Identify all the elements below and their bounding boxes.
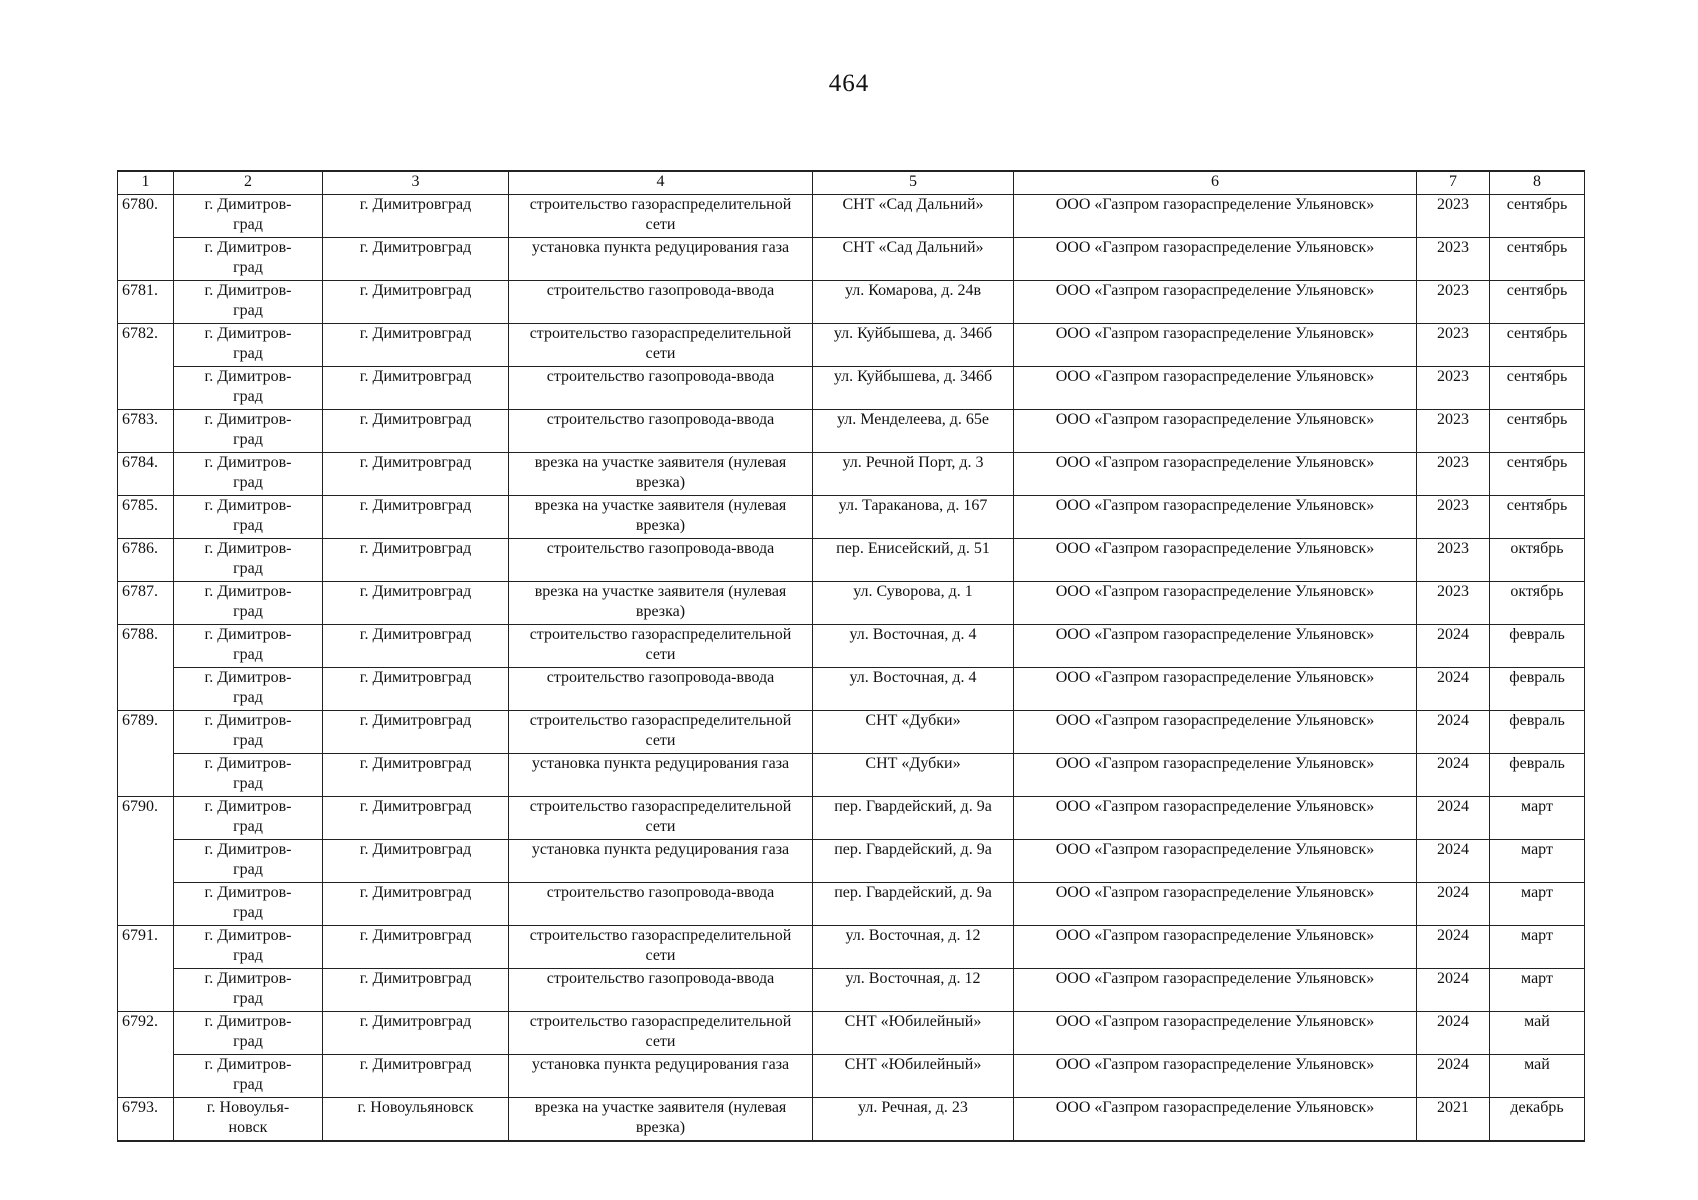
district-cell: [174, 539, 323, 582]
month-cell: март: [1490, 840, 1585, 883]
work-type-cell: строительство газораспределительной сети: [509, 926, 813, 969]
settlement-cell: г. Димитровград: [323, 754, 509, 797]
organization-cell: ООО «Газпром газораспределение Ульяновск»: [1014, 840, 1417, 883]
district-line: град: [233, 732, 263, 749]
year-cell: 2023: [1417, 496, 1490, 539]
organization-cell: ООО «Газпром газораспределение Ульяновск»: [1014, 926, 1417, 969]
month-cell: сентябрь: [1490, 281, 1585, 324]
settlement-cell: г. Димитровград: [323, 969, 509, 1012]
district-line: г. Димитров-: [204, 239, 292, 256]
settlement-cell: г. Димитровград: [323, 1055, 509, 1098]
month-cell: март: [1490, 797, 1585, 840]
year-cell: 2024: [1417, 625, 1490, 668]
year-cell: 2024: [1417, 668, 1490, 711]
organization-cell: ООО «Газпром газораспределение Ульяновск»: [1014, 539, 1417, 582]
district-line: г. Димитров-: [204, 325, 292, 342]
settlement-cell: г. Димитровград: [323, 668, 509, 711]
district-line: новск: [228, 1119, 268, 1136]
district-cell: [174, 711, 323, 754]
district-cell: [174, 625, 323, 668]
organization-cell: ООО «Газпром газораспределение Ульяновск»: [1014, 625, 1417, 668]
organization-cell: ООО «Газпром газораспределение Ульяновск»: [1014, 668, 1417, 711]
table-row: [118, 453, 1585, 496]
month-cell: февраль: [1490, 754, 1585, 797]
address-cell: СНТ «Сад Дальний»: [813, 238, 1014, 281]
address-cell: ул. Речной Порт, д. 3: [813, 453, 1014, 496]
address-cell: пер. Гвардейский, д. 9а: [813, 840, 1014, 883]
district-line: град: [233, 259, 263, 276]
month-cell: декабрь: [1490, 1098, 1585, 1141]
district-cell: [174, 238, 323, 281]
district-cell: [174, 1012, 323, 1055]
column-header: 7: [1417, 171, 1490, 195]
district-line: град: [233, 560, 263, 577]
year-cell: 2023: [1417, 238, 1490, 281]
address-cell: пер. Гвардейский, д. 9а: [813, 883, 1014, 926]
address-cell: пер. Гвардейский, д. 9а: [813, 797, 1014, 840]
district-line: г. Димитров-: [204, 884, 292, 901]
row-number: 6790.: [118, 797, 174, 926]
work-type-cell: строительство газопровода-ввода: [509, 969, 813, 1012]
district-line: г. Димитров-: [204, 970, 292, 987]
address-cell: ул. Восточная, д. 4: [813, 668, 1014, 711]
table-row: [118, 1012, 1585, 1055]
work-type-cell: установка пункта редуцирования газа: [509, 1055, 813, 1098]
work-type-cell: строительство газораспределительной сети: [509, 195, 813, 238]
settlement-cell: г. Димитровград: [323, 539, 509, 582]
month-cell: февраль: [1490, 711, 1585, 754]
month-cell: октябрь: [1490, 582, 1585, 625]
year-cell: 2024: [1417, 797, 1490, 840]
work-type-cell: строительство газопровода-ввода: [509, 539, 813, 582]
district-cell: [174, 367, 323, 410]
header-row: [118, 171, 1585, 195]
year-cell: 2024: [1417, 1055, 1490, 1098]
district-line: г. Димитров-: [204, 712, 292, 729]
address-cell: ул. Тараканова, д. 167: [813, 496, 1014, 539]
column-header: 3: [323, 171, 509, 195]
column-header: 1: [118, 171, 174, 195]
address-cell: ул. Суворова, д. 1: [813, 582, 1014, 625]
organization-cell: ООО «Газпром газораспределение Ульяновск»: [1014, 797, 1417, 840]
table-row: [118, 969, 1585, 1012]
work-type-cell: строительство газопровода-ввода: [509, 410, 813, 453]
district-line: г. Димитров-: [204, 798, 292, 815]
column-header: 4: [509, 171, 813, 195]
table-row: [118, 539, 1585, 582]
registry-table: [117, 170, 1585, 1142]
settlement-cell: г. Димитровград: [323, 840, 509, 883]
district-line: град: [233, 775, 263, 792]
work-type-cell: строительство газопровода-ввода: [509, 883, 813, 926]
address-cell: ул. Менделеева, д. 65е: [813, 410, 1014, 453]
district-line: град: [233, 302, 263, 319]
district-line: г. Димитров-: [204, 669, 292, 686]
district-line: г. Димитров-: [204, 196, 292, 213]
district-line: г. Димитров-: [204, 927, 292, 944]
table-row: [118, 883, 1585, 926]
district-cell: [174, 1055, 323, 1098]
district-line: град: [233, 474, 263, 491]
settlement-cell: г. Димитровград: [323, 367, 509, 410]
district-cell: [174, 883, 323, 926]
work-type-cell: строительство газопровода-ввода: [509, 668, 813, 711]
district-line: г. Димитров-: [204, 411, 292, 428]
district-line: град: [233, 861, 263, 878]
organization-cell: ООО «Газпром газораспределение Ульяновск»: [1014, 1055, 1417, 1098]
year-cell: 2021: [1417, 1098, 1490, 1141]
settlement-cell: г. Димитровград: [323, 797, 509, 840]
work-type-cell: установка пункта редуцирования газа: [509, 754, 813, 797]
settlement-cell: г. Димитровград: [323, 926, 509, 969]
settlement-cell: г. Димитровград: [323, 281, 509, 324]
organization-cell: ООО «Газпром газораспределение Ульяновск»: [1014, 883, 1417, 926]
address-cell: СНТ «Сад Дальний»: [813, 195, 1014, 238]
row-number: 6782.: [118, 324, 174, 410]
table-row: [118, 668, 1585, 711]
district-cell: [174, 324, 323, 367]
district-cell: [174, 195, 323, 238]
work-type-cell: строительство газопровода-ввода: [509, 281, 813, 324]
month-cell: сентябрь: [1490, 238, 1585, 281]
settlement-cell: г. Димитровград: [323, 582, 509, 625]
table-row: [118, 1055, 1585, 1098]
district-line: град: [233, 345, 263, 362]
district-line: г. Димитров-: [204, 1056, 292, 1073]
month-cell: сентябрь: [1490, 324, 1585, 367]
work-type-cell: строительство газораспределительной сети: [509, 324, 813, 367]
row-number: 6793.: [118, 1098, 174, 1141]
address-cell: СНТ «Юбилейный»: [813, 1012, 1014, 1055]
month-cell: сентябрь: [1490, 410, 1585, 453]
district-line: г. Димитров-: [204, 368, 292, 385]
work-type-cell: установка пункта редуцирования газа: [509, 238, 813, 281]
district-cell: [174, 453, 323, 496]
column-header: 8: [1490, 171, 1585, 195]
year-cell: 2023: [1417, 324, 1490, 367]
settlement-cell: г. Димитровград: [323, 496, 509, 539]
table-row: [118, 840, 1585, 883]
district-line: град: [233, 646, 263, 663]
settlement-cell: г. Димитровград: [323, 1012, 509, 1055]
organization-cell: ООО «Газпром газораспределение Ульяновск»: [1014, 582, 1417, 625]
address-cell: ул. Восточная, д. 4: [813, 625, 1014, 668]
month-cell: сентябрь: [1490, 496, 1585, 539]
year-cell: 2024: [1417, 883, 1490, 926]
year-cell: 2024: [1417, 840, 1490, 883]
address-cell: СНТ «Юбилейный»: [813, 1055, 1014, 1098]
work-type-cell: установка пункта редуцирования газа: [509, 840, 813, 883]
organization-cell: ООО «Газпром газораспределение Ульяновск»: [1014, 367, 1417, 410]
row-number: 6783.: [118, 410, 174, 453]
district-cell: [174, 969, 323, 1012]
organization-cell: ООО «Газпром газораспределение Ульяновск»: [1014, 754, 1417, 797]
table-row: [118, 625, 1585, 668]
row-number: 6787.: [118, 582, 174, 625]
row-number: 6786.: [118, 539, 174, 582]
district-cell: [174, 840, 323, 883]
organization-cell: ООО «Газпром газораспределение Ульяновск»: [1014, 1012, 1417, 1055]
district-line: г. Димитров-: [204, 583, 292, 600]
table-row: [118, 711, 1585, 754]
organization-cell: ООО «Газпром газораспределение Ульяновск»: [1014, 324, 1417, 367]
table-row: [118, 281, 1585, 324]
district-line: град: [233, 947, 263, 964]
row-number: 6781.: [118, 281, 174, 324]
row-number: 6791.: [118, 926, 174, 1012]
month-cell: март: [1490, 926, 1585, 969]
row-number: 6792.: [118, 1012, 174, 1098]
work-type-cell: строительство газораспределительной сети: [509, 711, 813, 754]
row-number: 6789.: [118, 711, 174, 797]
settlement-cell: г. Димитровград: [323, 625, 509, 668]
district-line: град: [233, 388, 263, 405]
district-line: град: [233, 517, 263, 534]
district-line: град: [233, 818, 263, 835]
settlement-cell: г. Димитровград: [323, 324, 509, 367]
address-cell: СНТ «Дубки»: [813, 754, 1014, 797]
settlement-cell: г. Димитровград: [323, 238, 509, 281]
registry-body: [118, 195, 1585, 1141]
district-line: град: [233, 904, 263, 921]
district-line: град: [233, 689, 263, 706]
table-row: [118, 324, 1585, 367]
organization-cell: ООО «Газпром газораспределение Ульяновск»: [1014, 969, 1417, 1012]
table-row: [118, 582, 1585, 625]
organization-cell: ООО «Газпром газораспределение Ульяновск»: [1014, 195, 1417, 238]
work-type-cell: строительство газораспределительной сети: [509, 625, 813, 668]
district-line: град: [233, 216, 263, 233]
settlement-cell: г. Димитровград: [323, 883, 509, 926]
district-line: град: [233, 990, 263, 1007]
district-line: г. Димитров-: [204, 540, 292, 557]
district-cell: [174, 496, 323, 539]
table-row: [118, 195, 1585, 238]
district-line: г. Димитров-: [204, 497, 292, 514]
column-header: 5: [813, 171, 1014, 195]
district-line: г. Димитров-: [204, 454, 292, 471]
month-cell: март: [1490, 883, 1585, 926]
district-cell: [174, 754, 323, 797]
organization-cell: ООО «Газпром газораспределение Ульяновск»: [1014, 281, 1417, 324]
organization-cell: ООО «Газпром газораспределение Ульяновск»: [1014, 711, 1417, 754]
year-cell: 2023: [1417, 195, 1490, 238]
year-cell: 2023: [1417, 582, 1490, 625]
month-cell: май: [1490, 1012, 1585, 1055]
organization-cell: ООО «Газпром газораспределение Ульяновск»: [1014, 453, 1417, 496]
column-header: 6: [1014, 171, 1417, 195]
organization-cell: ООО «Газпром газораспределение Ульяновск»: [1014, 410, 1417, 453]
settlement-cell: г. Димитровград: [323, 453, 509, 496]
column-header: 2: [174, 171, 323, 195]
work-type-cell: врезка на участке заявителя (нулевая врезка): [509, 1098, 813, 1141]
year-cell: 2023: [1417, 367, 1490, 410]
district-line: град: [233, 1033, 263, 1050]
year-cell: 2024: [1417, 711, 1490, 754]
work-type-cell: строительство газопровода-ввода: [509, 367, 813, 410]
address-cell: ул. Куйбышева, д. 346б: [813, 367, 1014, 410]
district-line: г. Димитров-: [204, 841, 292, 858]
district-cell: [174, 281, 323, 324]
district-line: г. Димитров-: [204, 282, 292, 299]
address-cell: ул. Восточная, д. 12: [813, 926, 1014, 969]
month-cell: март: [1490, 969, 1585, 1012]
district-line: град: [233, 431, 263, 448]
month-cell: февраль: [1490, 625, 1585, 668]
organization-cell: ООО «Газпром газораспределение Ульяновск»: [1014, 496, 1417, 539]
month-cell: май: [1490, 1055, 1585, 1098]
address-cell: ул. Восточная, д. 12: [813, 969, 1014, 1012]
district-cell: [174, 410, 323, 453]
table-row: [118, 410, 1585, 453]
district-line: град: [233, 603, 263, 620]
year-cell: 2023: [1417, 410, 1490, 453]
organization-cell: ООО «Газпром газораспределение Ульяновск»: [1014, 1098, 1417, 1141]
table-row: [118, 797, 1585, 840]
settlement-cell: г. Новоульяновск: [323, 1098, 509, 1141]
row-number: 6784.: [118, 453, 174, 496]
district-cell: [174, 926, 323, 969]
table-row: [118, 238, 1585, 281]
address-cell: пер. Енисейский, д. 51: [813, 539, 1014, 582]
district-cell: [174, 797, 323, 840]
district-cell: [174, 1098, 323, 1141]
table-row: [118, 367, 1585, 410]
work-type-cell: строительство газораспределительной сети: [509, 797, 813, 840]
district-line: град: [233, 1076, 263, 1093]
settlement-cell: г. Димитровград: [323, 711, 509, 754]
year-cell: 2024: [1417, 754, 1490, 797]
month-cell: февраль: [1490, 668, 1585, 711]
settlement-cell: г. Димитровград: [323, 410, 509, 453]
table-row: [118, 496, 1585, 539]
organization-cell: ООО «Газпром газораспределение Ульяновск»: [1014, 238, 1417, 281]
work-type-cell: врезка на участке заявителя (нулевая врезка): [509, 496, 813, 539]
district-line: г. Димитров-: [204, 1013, 292, 1030]
address-cell: ул. Куйбышева, д. 346б: [813, 324, 1014, 367]
year-cell: 2024: [1417, 926, 1490, 969]
district-line: г. Новоулья-: [206, 1099, 290, 1116]
table-row: [118, 754, 1585, 797]
year-cell: 2023: [1417, 453, 1490, 496]
month-cell: сентябрь: [1490, 453, 1585, 496]
month-cell: октябрь: [1490, 539, 1585, 582]
district-cell: [174, 582, 323, 625]
district-line: г. Димитров-: [204, 626, 292, 643]
table-row: [118, 1098, 1585, 1141]
address-cell: ул. Комарова, д. 24в: [813, 281, 1014, 324]
row-number: 6780.: [118, 195, 174, 281]
page-number: 464: [828, 70, 870, 97]
row-number: 6785.: [118, 496, 174, 539]
year-cell: 2024: [1417, 969, 1490, 1012]
address-cell: СНТ «Дубки»: [813, 711, 1014, 754]
work-type-cell: врезка на участке заявителя (нулевая врезка): [509, 582, 813, 625]
month-cell: сентябрь: [1490, 367, 1585, 410]
year-cell: 2024: [1417, 1012, 1490, 1055]
address-cell: ул. Речная, д. 23: [813, 1098, 1014, 1141]
district-line: г. Димитров-: [204, 755, 292, 772]
work-type-cell: строительство газораспределительной сети: [509, 1012, 813, 1055]
row-number: 6788.: [118, 625, 174, 711]
month-cell: сентябрь: [1490, 195, 1585, 238]
settlement-cell: г. Димитровград: [323, 195, 509, 238]
district-cell: [174, 668, 323, 711]
table-row: [118, 926, 1585, 969]
year-cell: 2023: [1417, 281, 1490, 324]
work-type-cell: врезка на участке заявителя (нулевая врезка): [509, 453, 813, 496]
year-cell: 2023: [1417, 539, 1490, 582]
